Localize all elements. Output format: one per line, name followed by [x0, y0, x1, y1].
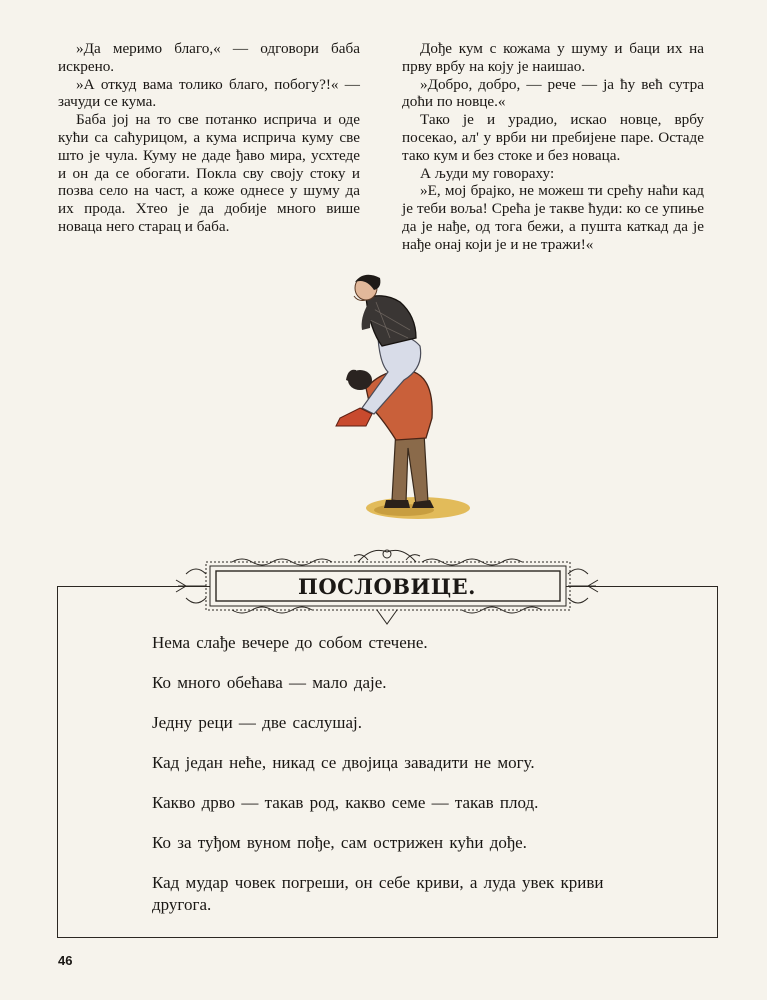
right-text-column — [402, 40, 704, 254]
man-carrying-man-illustration — [326, 268, 472, 524]
proverb: Кад један неће, никад се двојица завадити не могу. — [152, 753, 535, 772]
proverb: Ко за туђом вуном пође, сам острижен кући дође. — [152, 833, 527, 852]
paragraph: Дође кум с кожама у шуму и баци их на прву врбу на коју је наишао. — [402, 40, 704, 75]
proverb: Кад мудар човек погреши, он себе криви, а луда увек криви другога. — [152, 873, 604, 914]
paragraph: »Да меримо благо,« — одговори баба искрено. — [58, 40, 360, 75]
proverbs-title: ПОСЛОВИЦЕ. — [298, 574, 476, 599]
page-number: 46 — [58, 953, 73, 968]
left-text-column — [58, 40, 360, 236]
proverb-list — [152, 632, 652, 934]
paragraph: А људи му говораху: — [420, 164, 555, 182]
paragraph: Баба јој на то све потанко исприча и оде кући са саћурицом, а кума исприча куму све што је чула. Куму не даде ђаво мира, усхтеде и он да се обогати. Покла сву своју стоку и позва село на част, а коже однесе у шуму да их прода. Хтео је да добије много више новаца него старац и баба. — [58, 111, 360, 235]
proverb: Нема слађе вечере до собом стечене. — [152, 633, 428, 652]
proverb: Једну реци — две саслушај. — [152, 713, 362, 732]
paragraph: »А откуд вама толико благо, побогу?!« — зачуди се кума. — [58, 75, 360, 111]
paragraph: »Е, мој брајко, не можеш ти срећу наћи кад је теби воља! Срећа је такве ћуди: ко се упиње да је нађе, од тога бежи, а пушта каткад да је нађе онај који је и не тражи!« — [402, 182, 704, 253]
proverb: Ко много обећава — мало даје. — [152, 673, 387, 692]
proverb: Какво дрво — такав род, какво семе — такав плод. — [152, 793, 539, 812]
paragraph: Тако је и урадио, искао новце, врбу посекао, ал' у врби ни пребијене паре. Остаде тако кум и без стоке и без новаца. — [402, 111, 704, 164]
paragraph: »Добро, добро, — рече — ја ћу већ сутра доћи по новце.« — [402, 75, 704, 111]
